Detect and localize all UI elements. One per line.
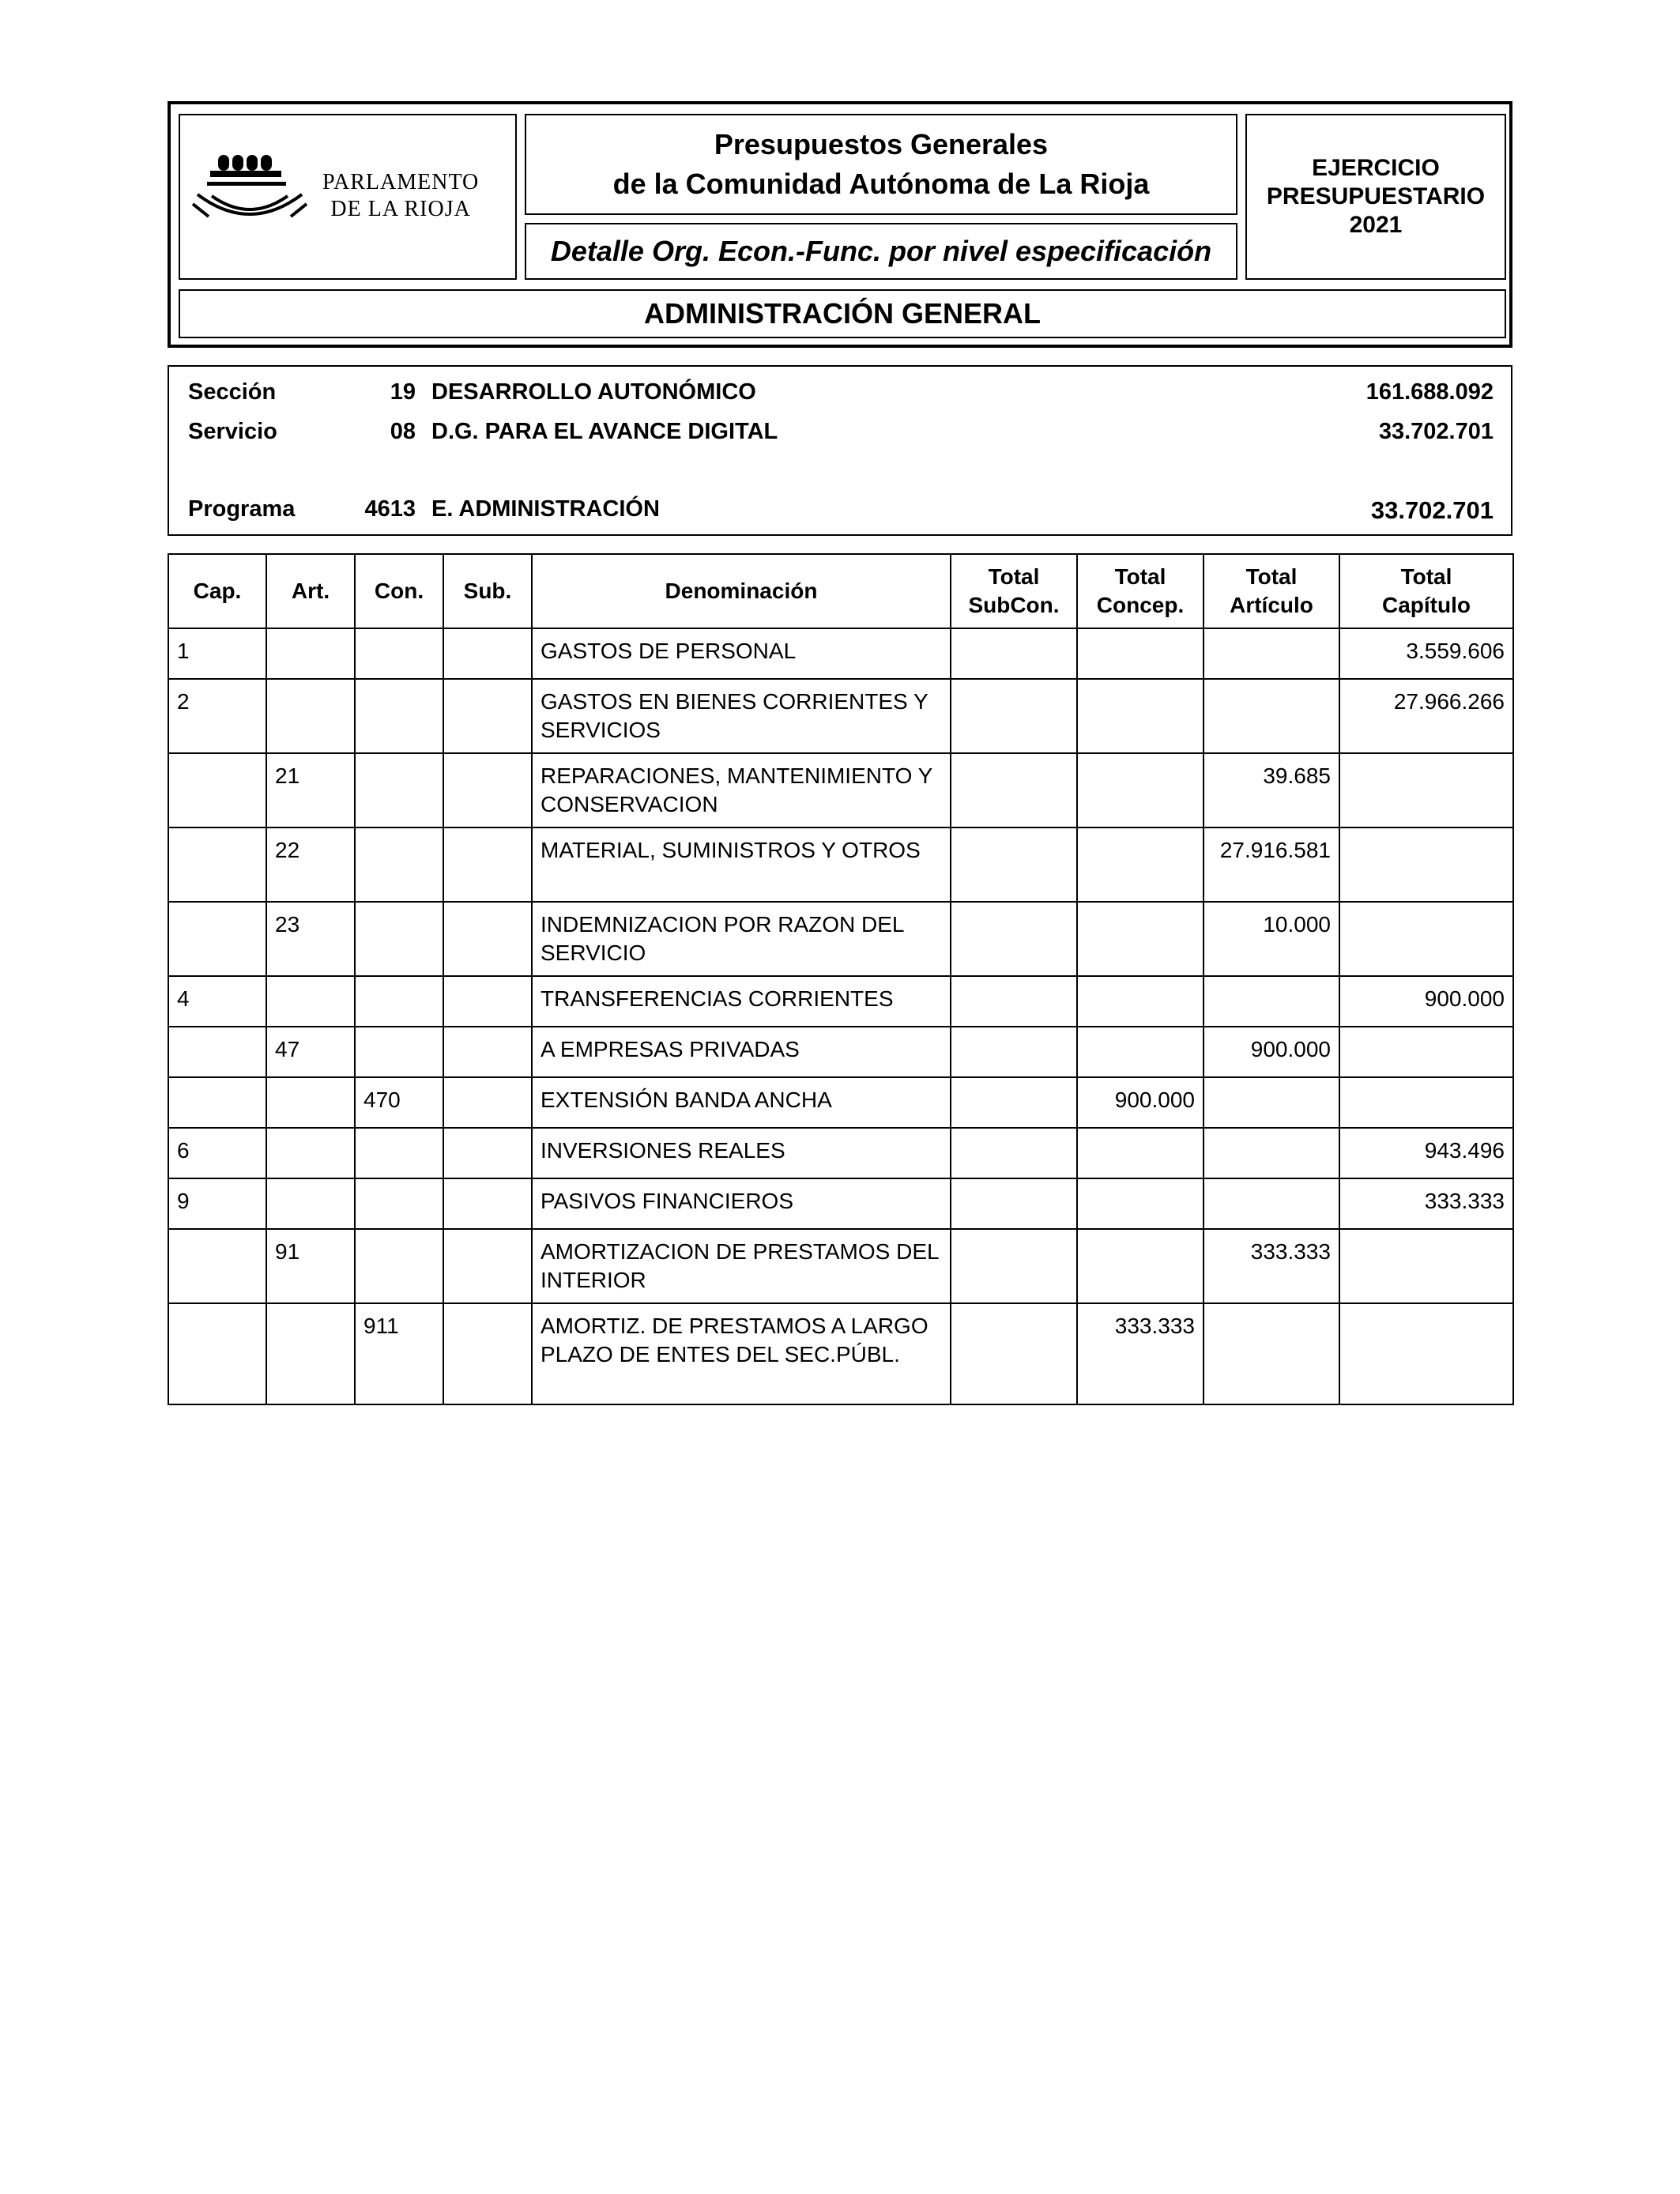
cell-articulo: 900.000: [1203, 1027, 1339, 1077]
cell-subcon: [951, 1128, 1077, 1178]
col-header-total-concep-line1: Total: [1114, 564, 1166, 589]
cell-art: [266, 679, 355, 753]
cell-sub: [443, 902, 532, 976]
document-header: [168, 101, 1512, 348]
servicio-amount: 33.702.701: [1378, 419, 1494, 444]
cell-den: GASTOS EN BIENES CORRIENTES Y SERVICIOS: [532, 679, 951, 753]
cell-cap: [168, 1303, 266, 1404]
cell-articulo: [1203, 976, 1339, 1027]
cell-sub: [443, 1229, 532, 1303]
col-header-sub: Sub.: [443, 554, 532, 628]
seccion-row: [169, 379, 1511, 411]
servicio-name: D.G. PARA EL AVANCE DIGITAL: [431, 419, 778, 444]
programa-amount: 33.702.701: [1370, 496, 1494, 524]
ejercicio-year: 2021: [1349, 212, 1403, 238]
cell-con: [355, 1027, 443, 1077]
cell-cap: 6: [168, 1128, 266, 1178]
cell-capitulo: 3.559.606: [1339, 628, 1513, 679]
cell-art: 22: [266, 827, 355, 902]
cell-con: [355, 1178, 443, 1229]
cell-den: GASTOS DE PERSONAL: [532, 628, 951, 679]
cell-con: 470: [355, 1077, 443, 1128]
cell-capitulo: [1339, 902, 1513, 976]
cell-sub: [443, 679, 532, 753]
subtitle: Detalle Org. Econ.-Func. por nivel especificación: [550, 235, 1212, 267]
cell-con: 911: [355, 1303, 443, 1404]
table-row: [168, 1077, 1513, 1128]
cell-concep: 900.000: [1077, 1077, 1203, 1128]
cell-concep: [1077, 679, 1203, 753]
cell-capitulo: [1339, 1077, 1513, 1128]
cell-subcon: [951, 902, 1077, 976]
table-row: [168, 1229, 1513, 1303]
table-row: [168, 1303, 1513, 1404]
title-line-2: de la Comunidad Autónoma de La Rioja: [612, 168, 1150, 200]
cell-concep: [1077, 902, 1203, 976]
seccion-code: 19: [390, 379, 416, 405]
seccion-label: Sección: [188, 379, 277, 405]
cell-con: [355, 679, 443, 753]
cell-subcon: [951, 753, 1077, 827]
seccion-name: DESARROLLO AUTONÓMICO: [431, 379, 756, 405]
table-row: [168, 628, 1513, 679]
cell-subcon: [951, 976, 1077, 1027]
col-header-total-subcon: [951, 554, 1077, 628]
logo-box: [179, 114, 517, 280]
cell-sub: [443, 1178, 532, 1229]
cell-art: 23: [266, 902, 355, 976]
cell-capitulo: [1339, 753, 1513, 827]
cell-den: AMORTIZACION DE PRESTAMOS DEL INTERIOR: [532, 1229, 951, 1303]
cell-subcon: [951, 1178, 1077, 1229]
cell-concep: [1077, 1128, 1203, 1178]
cell-subcon: [951, 679, 1077, 753]
cell-art: 21: [266, 753, 355, 827]
cell-concep: [1077, 976, 1203, 1027]
table-row: [168, 1178, 1513, 1229]
seccion-amount: 161.688.092: [1365, 379, 1494, 405]
cell-cap: [168, 902, 266, 976]
cell-subcon: [951, 628, 1077, 679]
cell-den: TRANSFERENCIAS CORRIENTES: [532, 976, 951, 1027]
table-row: [168, 976, 1513, 1027]
cell-cap: 1: [168, 628, 266, 679]
cell-art: [266, 1303, 355, 1404]
cell-den: INDEMNIZACION POR RAZON DEL SERVICIO: [532, 902, 951, 976]
cell-den: PASIVOS FINANCIEROS: [532, 1178, 951, 1229]
cell-subcon: [951, 1229, 1077, 1303]
cell-sub: [443, 1077, 532, 1128]
cell-capitulo: 27.966.266: [1339, 679, 1513, 753]
table-row: [168, 1128, 1513, 1178]
cell-subcon: [951, 1077, 1077, 1128]
cell-articulo: 10.000: [1203, 902, 1339, 976]
col-header-total-subcon-line2: SubCon.: [968, 593, 1060, 617]
col-header-total-subcon-line1: Total: [988, 564, 1040, 589]
cell-subcon: [951, 1027, 1077, 1077]
cell-cap: 9: [168, 1178, 266, 1229]
col-header-total-capitulo: [1339, 554, 1513, 628]
cell-art: [266, 1077, 355, 1128]
cell-art: [266, 1178, 355, 1229]
cell-capitulo: 943.496: [1339, 1128, 1513, 1178]
cell-sub: [443, 827, 532, 902]
table-row: [168, 827, 1513, 902]
cell-capitulo: [1339, 1027, 1513, 1077]
servicio-label: Servicio: [188, 419, 277, 444]
cell-sub: [443, 753, 532, 827]
cell-capitulo: 333.333: [1339, 1178, 1513, 1229]
cell-den: AMORTIZ. DE PRESTAMOS A LARGO PLAZO DE ENTES DEL SEC.PÚBL.: [532, 1303, 951, 1404]
cell-articulo: [1203, 628, 1339, 679]
cell-con: [355, 628, 443, 679]
cell-articulo: [1203, 679, 1339, 753]
cell-cap: [168, 827, 266, 902]
cell-concep: [1077, 753, 1203, 827]
programa-row: [169, 496, 1511, 528]
col-header-total-capitulo-line2: Capítulo: [1382, 593, 1471, 617]
title-box: [525, 114, 1237, 215]
cell-capitulo: 900.000: [1339, 976, 1513, 1027]
cell-den: EXTENSIÓN BANDA ANCHA: [532, 1077, 951, 1128]
subtitle-box: [525, 223, 1237, 280]
cell-art: [266, 976, 355, 1027]
cell-den: REPARACIONES, MANTENIMIENTO Y CONSERVACION: [532, 753, 951, 827]
cell-concep: [1077, 1229, 1203, 1303]
cell-con: [355, 827, 443, 902]
cell-con: [355, 1128, 443, 1178]
logo-line-1: PARLAMENTO: [322, 170, 480, 194]
col-header-total-articulo-line2: Artículo: [1230, 593, 1313, 617]
table-row: [168, 753, 1513, 827]
cell-subcon: [951, 1303, 1077, 1404]
cell-sub: [443, 628, 532, 679]
cell-art: 91: [266, 1229, 355, 1303]
title-line-1: Presupuestos Generales: [714, 128, 1049, 160]
cell-subcon: [951, 827, 1077, 902]
programa-code: 4613: [364, 496, 416, 522]
section-summary: [168, 365, 1512, 536]
cell-con: [355, 976, 443, 1027]
col-header-total-concep: [1077, 554, 1203, 628]
cell-cap: [168, 1077, 266, 1128]
servicio-code: 08: [390, 419, 416, 444]
col-header-total-articulo-line1: Total: [1245, 564, 1298, 589]
table-header-row: [168, 554, 1513, 628]
cell-den: INVERSIONES REALES: [532, 1128, 951, 1178]
col-header-total-articulo: [1203, 554, 1339, 628]
cell-capitulo: [1339, 1229, 1513, 1303]
ejercicio-line-2: PRESUPUESTARIO: [1266, 183, 1486, 209]
cell-cap: [168, 1229, 266, 1303]
servicio-row: [169, 419, 1511, 450]
cell-cap: 2: [168, 679, 266, 753]
cell-con: [355, 902, 443, 976]
cell-concep: [1077, 1027, 1203, 1077]
cell-sub: [443, 1027, 532, 1077]
col-header-con: Con.: [355, 554, 443, 628]
cell-concep: 333.333: [1077, 1303, 1203, 1404]
programa-label: Programa: [188, 496, 296, 522]
cell-concep: [1077, 628, 1203, 679]
admin-title: ADMINISTRACIÓN GENERAL: [644, 297, 1041, 330]
cell-cap: 4: [168, 976, 266, 1027]
parliament-logo-icon: [186, 147, 321, 242]
ejercicio-box: [1245, 114, 1506, 280]
cell-articulo: [1203, 1077, 1339, 1128]
col-header-total-concep-line2: Concep.: [1096, 593, 1185, 617]
col-header-cap: Cap.: [168, 554, 266, 628]
cell-sub: [443, 1303, 532, 1404]
cell-cap: [168, 1027, 266, 1077]
cell-art: 47: [266, 1027, 355, 1077]
cell-articulo: 333.333: [1203, 1229, 1339, 1303]
cell-art: [266, 628, 355, 679]
cell-articulo: [1203, 1303, 1339, 1404]
cell-articulo: [1203, 1128, 1339, 1178]
cell-art: [266, 1128, 355, 1178]
cell-concep: [1077, 827, 1203, 902]
cell-capitulo: [1339, 1303, 1513, 1404]
cell-articulo: 27.916.581: [1203, 827, 1339, 902]
cell-con: [355, 753, 443, 827]
table-row: [168, 679, 1513, 753]
cell-concep: [1077, 1178, 1203, 1229]
cell-capitulo: [1339, 827, 1513, 902]
programa-name: E. ADMINISTRACIÓN: [431, 496, 660, 522]
col-header-denominacion: Denominación: [532, 554, 951, 628]
cell-sub: [443, 1128, 532, 1178]
table-row: [168, 902, 1513, 976]
cell-articulo: [1203, 1178, 1339, 1229]
col-header-total-capitulo-line1: Total: [1400, 564, 1452, 589]
cell-con: [355, 1229, 443, 1303]
cell-sub: [443, 976, 532, 1027]
ejercicio-line-1: EJERCICIO: [1312, 155, 1440, 181]
budget-table: [168, 553, 1514, 1405]
admin-box: [179, 289, 1506, 338]
logo-line-2: DE LA RIOJA: [330, 197, 471, 221]
cell-cap: [168, 753, 266, 827]
table-row: [168, 1027, 1513, 1077]
cell-den: MATERIAL, SUMINISTROS Y OTROS: [532, 827, 951, 902]
col-header-art: Art.: [266, 554, 355, 628]
cell-articulo: 39.685: [1203, 753, 1339, 827]
cell-den: A EMPRESAS PRIVADAS: [532, 1027, 951, 1077]
logo-text: [322, 169, 479, 223]
